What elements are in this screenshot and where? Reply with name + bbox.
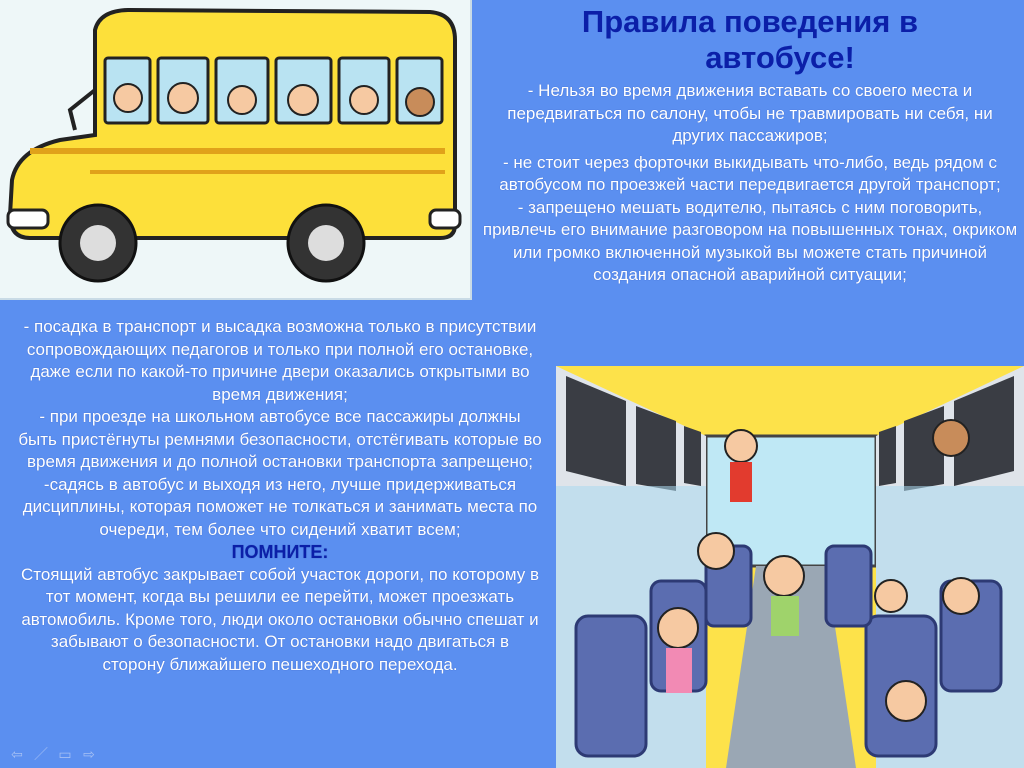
rule-paragraph: - при проезде на школьном автобусе все пассажиры должны быть пристёгнуты ремнями безопасности, отстёгивать которые во время движения и до полной остановки транспорта запрещено; — [18, 407, 542, 471]
rule-paragraph: -садясь в автобус и выходя из него, лучше придерживаться дисциплины, которая поможет не толкаться и занимать места по очереди, тем более что сидений хватит всем; — [22, 474, 538, 539]
menu-icon[interactable]: ▭ — [58, 746, 72, 762]
rule-paragraph: - Нельзя во время движения вставать со своего места и передвигаться по салону, чтобы не травмировать ни себя, ни других пассажиров; — [507, 81, 993, 145]
rule-paragraph: - не стоит через форточки выкидывать что-либо, ведь рядом с автобусом по проезжей части передвигается другой транспорт; — [499, 152, 1001, 194]
bus-interior-illustration — [556, 366, 1024, 768]
slide-navigation — [8, 746, 98, 762]
school-bus-illustration — [0, 0, 472, 300]
remember-heading: ПОМНИТЕ: — [231, 542, 329, 562]
rule-paragraph: - посадка в транспорт и высадка возможна только в присутствии сопровождающих педагогов и только при полной его остановке, даже если по какой-то причине двери оказались открытыми во время движения; — [23, 317, 537, 404]
pen-icon[interactable]: ／ — [34, 746, 48, 762]
next-slide-icon[interactable]: ⇨ — [83, 746, 95, 762]
previous-slide-icon[interactable]: ⇦ — [11, 746, 23, 762]
rules-right-block — [480, 80, 1020, 287]
school-bus-drawing — [0, 0, 470, 298]
remember-text: Стоящий автобус закрывает собой участок дороги, по которому в тот момент, когда вы решили ее перейти, может проезжать автомобиль. Кроме того, люди около остановки обычно спешат и забывают о безопасности. От остановки надо двигаться в сторону ближайшего пешеходного перехода. — [20, 564, 540, 674]
rules-left-block — [18, 316, 542, 676]
rule-paragraph: - запрещено мешать водителю, пытаясь с ним поговорить, привлечь его внимание разговором на повышенных тонах, окриком или громко включенной музыкой вы можете стать причиной создания опасной аварийной ситуации; — [482, 197, 1018, 284]
page-title — [480, 4, 1020, 76]
title-line-2: автобусе! — [705, 40, 855, 75]
bus-interior-drawing — [556, 366, 1024, 768]
title-line-1: Правила поведения в — [581, 4, 919, 39]
